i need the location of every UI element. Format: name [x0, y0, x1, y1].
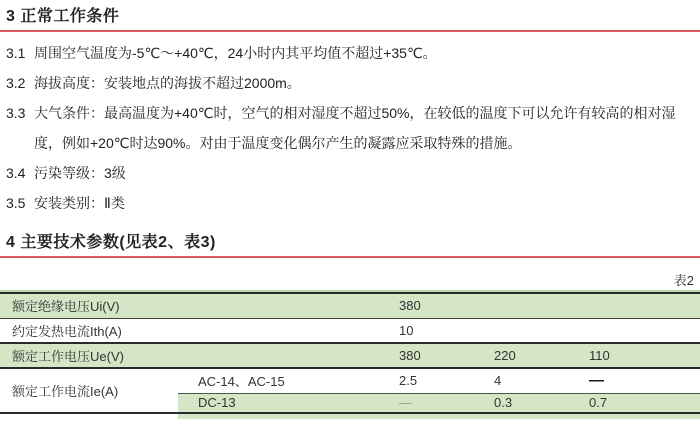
- row-value-110: 110: [585, 343, 700, 368]
- spec-item-3-4: [0, 158, 700, 188]
- row-label: 约定发热电流Ith(A): [0, 318, 395, 343]
- row-value-380: 380: [395, 343, 490, 368]
- row-label: 额定工作电压Ue(V): [0, 343, 395, 368]
- spec-item-text: 海拔高度：安装地点的海拔不超过2000m。: [34, 75, 301, 91]
- spec-item-text: 周围空气温度为-5℃～+40℃，24小时内其平均值不超过+35℃。: [34, 45, 437, 61]
- spec-item-3-2: [0, 68, 700, 98]
- spec-item-3-5: [0, 188, 700, 218]
- section4-heading: 4 主要技术参数(见表2、表3): [6, 234, 216, 251]
- row-value-220: 220: [490, 343, 585, 368]
- spec-item-text: 大气条件：最高温度为+40℃时，空气的相对湿度不超过50%，在较低的温度下可以允许有较高的相对湿度，例如+20℃时达90%。对由于温度变化偶尔产生的凝露应采取特殊的措施。: [34, 105, 676, 151]
- row-value: 0.7: [585, 393, 700, 413]
- spec-item-number: 3.2: [6, 75, 26, 91]
- row-value-dash: —: [585, 368, 700, 393]
- sub-label-ac: AC-14、AC-15: [178, 368, 395, 393]
- table-row-working-current-ac: [0, 368, 700, 393]
- spec-item-number: 3.4: [6, 165, 26, 181]
- row-value: 0.3: [490, 393, 585, 413]
- section3-heading: 3 正常工作条件: [6, 8, 120, 25]
- table2-caption: 表2: [673, 273, 694, 288]
- table-row-working-voltage: [0, 343, 700, 368]
- row-label-working-current: 额定工作电流Ie(A): [0, 368, 178, 413]
- row-value: 380: [395, 293, 700, 318]
- spec-item-text: 污染等级：3级: [34, 165, 126, 181]
- cut-edge-left: [0, 414, 178, 419]
- spec-item-3-3: [0, 98, 700, 158]
- table2: [0, 292, 700, 414]
- row-label: 额定绝缘电压Ui(V): [0, 293, 395, 318]
- sub-label-dc: DC-13: [178, 393, 395, 413]
- spec-item-number: 3.5: [6, 195, 26, 211]
- table2-cut-edge: [0, 414, 700, 419]
- spec-item-number: 3.3: [6, 105, 26, 121]
- spec-item-3-1: [0, 38, 700, 68]
- row-value: 2.5: [395, 368, 490, 393]
- table-row-insulation-voltage: [0, 293, 700, 318]
- cut-edge-right: [178, 414, 700, 419]
- spec-item-text: 安装类别：Ⅱ类: [34, 195, 125, 211]
- row-value-dash: —: [395, 393, 490, 413]
- row-value: 10: [395, 318, 700, 343]
- row-value: 4: [490, 368, 585, 393]
- section3-list: [0, 38, 700, 218]
- spec-item-number: 3.1: [6, 45, 26, 61]
- table-row-thermal-current: [0, 318, 700, 343]
- section3-divider: [0, 30, 700, 32]
- section4-divider: [0, 256, 700, 258]
